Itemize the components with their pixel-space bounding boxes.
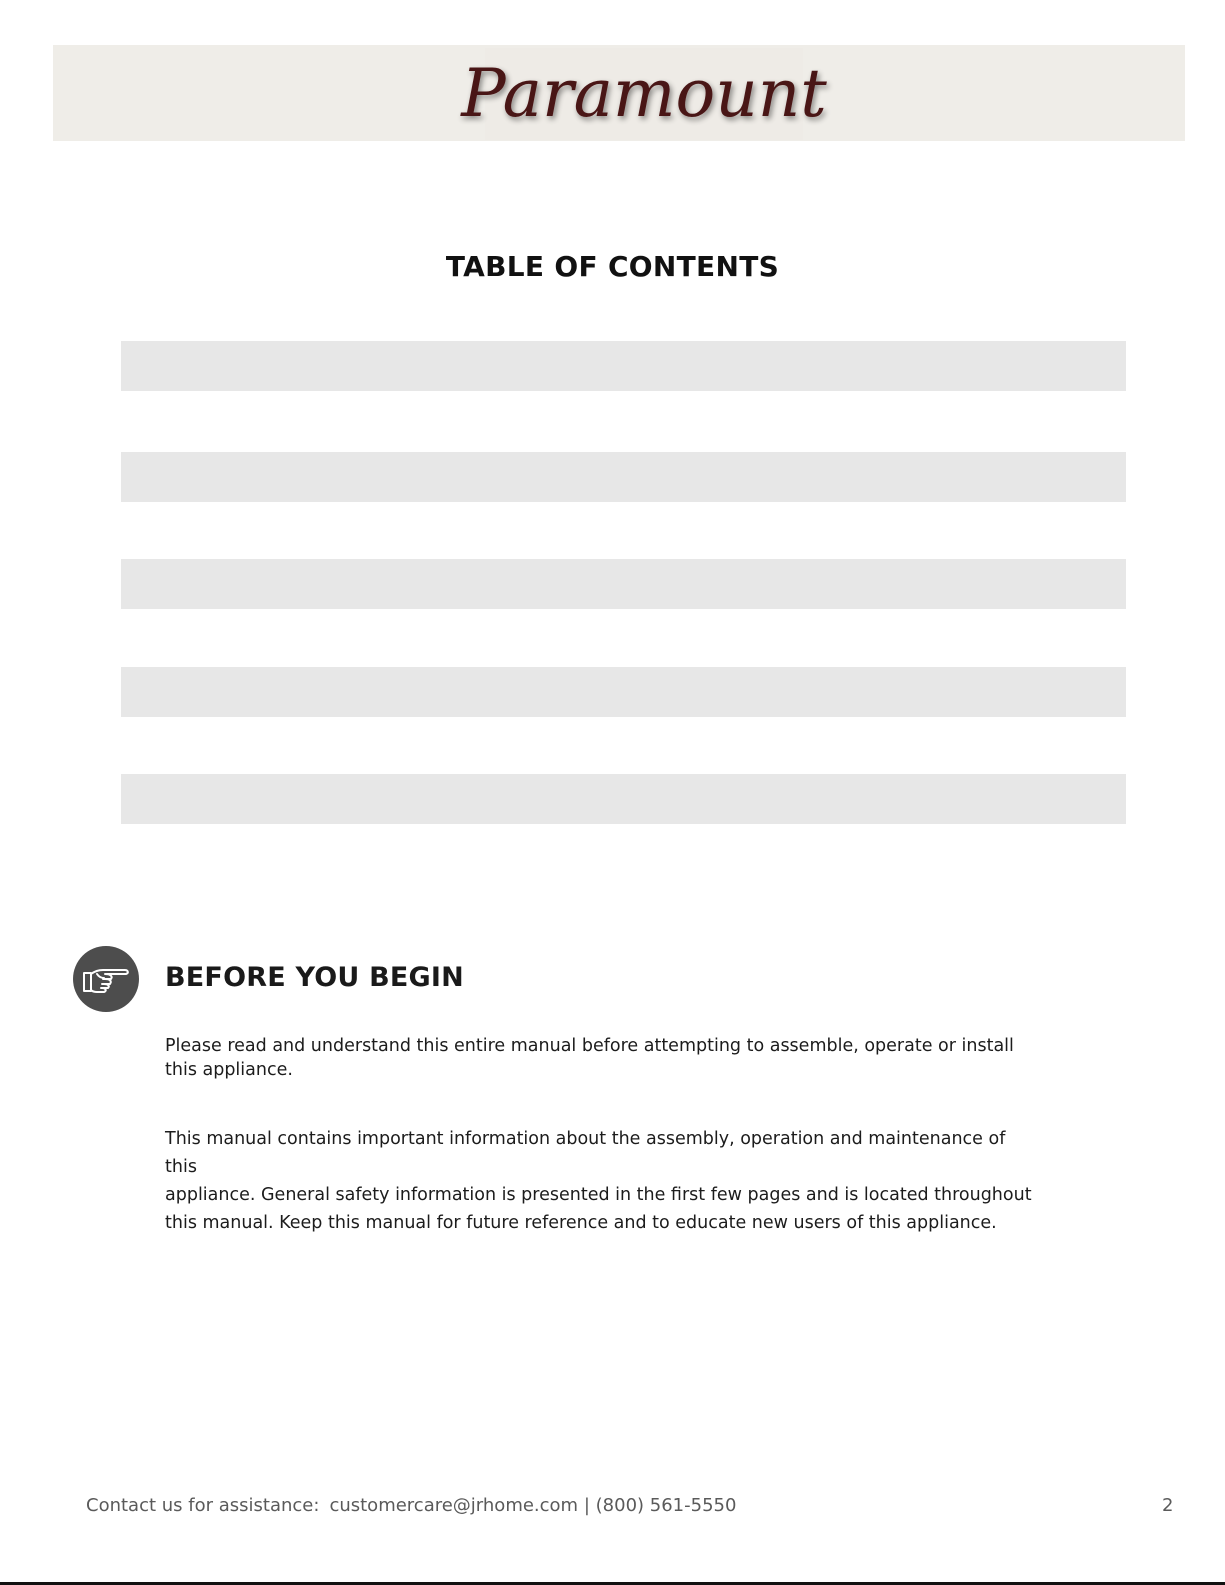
toc-title: TABLE OF CONTENTS: [445, 250, 780, 283]
contact-phone[interactable]: (800) 561-5550: [595, 1495, 737, 1516]
brand-name: Paramount: [461, 55, 827, 132]
brand-logo: [461, 48, 827, 140]
toc-row: [121, 559, 1126, 609]
toc-row: [121, 774, 1126, 824]
page-number: 2: [1162, 1495, 1174, 1516]
toc-row: [121, 341, 1126, 391]
toc-row: [121, 667, 1126, 717]
paragraph-line: this manual. Keep this manual for future reference and to educate new users of this appliance.: [165, 1213, 997, 1233]
section-title: BEFORE YOU BEGIN: [165, 962, 464, 993]
paragraph-line: this appliance.: [165, 1060, 293, 1080]
contact-label: Contact us for assistance:: [86, 1495, 320, 1516]
contact-separator: |: [583, 1495, 590, 1516]
contact-email[interactable]: customercare@jrhome.com: [329, 1495, 579, 1516]
toc-row: [121, 452, 1126, 502]
footer-contact: [86, 1495, 736, 1516]
paramount-logo: [461, 48, 827, 140]
pointing-hand-icon: [73, 946, 139, 1012]
intro-paragraph: [165, 1034, 1035, 1082]
info-paragraph: [165, 1125, 1035, 1237]
paragraph-line: appliance. General safety information is presented in the first few pages and is located throughout: [165, 1185, 1032, 1205]
paragraph-line: This manual contains important information about the assembly, operation and maintenance of this: [165, 1129, 1006, 1177]
paragraph-line: Please read and understand this entire manual before attempting to assemble, operate or install: [165, 1036, 1014, 1056]
